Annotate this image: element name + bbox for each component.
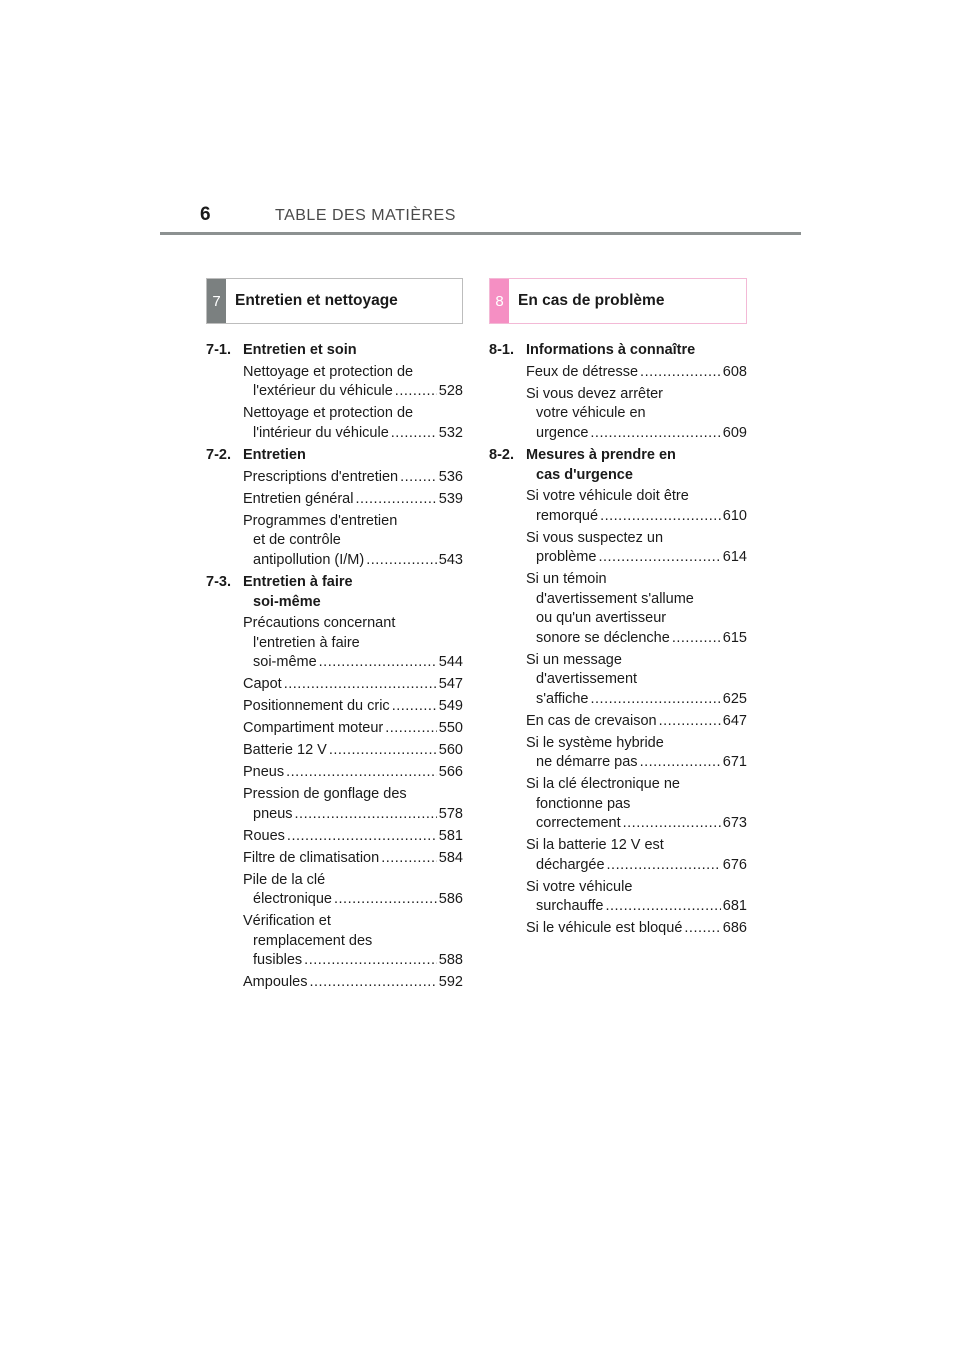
toc-entry[interactable]	[243, 871, 463, 910]
toc-entry[interactable]	[243, 697, 463, 717]
dot-leader	[392, 697, 437, 717]
dot-leader	[309, 973, 436, 993]
toc-entry[interactable]	[243, 675, 463, 695]
entry-line: Programmes d'entretien	[243, 512, 398, 529]
section-groups	[489, 341, 747, 939]
entry-page-number: 550	[438, 720, 463, 736]
group-title	[243, 573, 463, 612]
dot-leader	[590, 690, 720, 710]
dot-leader	[329, 741, 437, 761]
entry-label: Entretien général	[243, 490, 354, 507]
entry-label: Prescriptions d'entretien	[243, 468, 399, 485]
group-number: 7-2.	[206, 447, 231, 463]
dot-leader	[287, 827, 437, 847]
entry-label: soi-même	[253, 654, 317, 670]
entry-page-number: 528	[438, 383, 463, 399]
dot-leader	[284, 675, 437, 695]
entry-page-number: 586	[438, 891, 463, 907]
dot-leader	[295, 805, 437, 825]
group-title	[526, 446, 747, 485]
toc-entry[interactable]	[243, 490, 463, 510]
entry-last-line	[243, 675, 463, 695]
entry-label: Feux de détresse	[526, 363, 639, 380]
group-title-line: Mesures à prendre en	[526, 447, 676, 463]
entry-last-line	[243, 763, 463, 783]
dot-leader	[605, 897, 720, 917]
entry-page-number: 608	[722, 363, 747, 380]
entry-label: l'extérieur du véhicule	[253, 383, 393, 399]
section-tab: 7	[207, 279, 226, 323]
entry-label: correctement	[536, 815, 621, 831]
dot-leader	[304, 951, 437, 971]
header-rule	[160, 232, 801, 235]
entry-label: Pneus	[243, 764, 285, 780]
entry-last-line	[243, 951, 463, 971]
entry-last-line	[243, 741, 463, 761]
toc-entry[interactable]	[243, 785, 463, 824]
group-heading[interactable]	[206, 573, 463, 612]
entry-page-number: 539	[438, 490, 463, 507]
group-number: 8-2.	[489, 447, 514, 463]
entry-line: remplacement des	[253, 932, 373, 949]
entry-label: Positionnement du cric	[243, 698, 390, 714]
dot-leader	[381, 849, 437, 869]
entry-page-number: 588	[438, 952, 463, 968]
entry-line: Si votre véhicule	[526, 878, 633, 895]
entry-page-number: 560	[438, 742, 463, 758]
dot-leader	[640, 753, 721, 773]
entry-line: Nettoyage et protection de	[243, 363, 414, 380]
entry-last-line	[526, 424, 747, 444]
entry-label: fusibles	[253, 952, 303, 968]
group-title-line: Entretien et soin	[243, 342, 357, 358]
entry-line: Si vous suspectez un	[526, 529, 664, 546]
toc-entry[interactable]	[243, 614, 463, 673]
entry-label: Roues	[243, 827, 285, 844]
dot-leader	[684, 919, 720, 939]
entry-page-number: 592	[438, 974, 463, 990]
entry-last-line	[243, 424, 463, 444]
entry-page-number: 686	[722, 920, 747, 936]
dot-leader	[400, 468, 437, 488]
dot-leader	[640, 363, 721, 383]
toc-entry[interactable]	[526, 363, 747, 383]
group-title	[243, 446, 463, 466]
entry-last-line	[243, 468, 463, 488]
toc-entry[interactable]	[243, 719, 463, 739]
entry-page-number: 584	[438, 849, 463, 866]
entry-line: ou qu'un avertisseur	[536, 610, 667, 626]
entry-label: Ampoules	[243, 974, 308, 990]
dot-leader	[391, 424, 437, 444]
entry-last-line	[526, 690, 747, 710]
entry-last-line	[526, 897, 747, 917]
entry-page-number: 532	[438, 424, 463, 441]
toc-entry[interactable]	[243, 912, 463, 971]
entry-line: fonctionne pas	[536, 795, 631, 812]
dot-leader	[334, 890, 437, 910]
entry-label: remorqué	[536, 507, 599, 524]
toc-entry[interactable]	[243, 512, 463, 571]
entry-line: Pression de gonflage des	[243, 786, 407, 802]
toc-entry[interactable]	[243, 363, 463, 402]
toc-entry[interactable]	[243, 763, 463, 783]
entry-last-line	[526, 856, 747, 876]
entry-page-number: 578	[438, 805, 463, 822]
entry-page-number: 610	[722, 507, 747, 524]
entry-last-line	[243, 653, 463, 673]
entry-last-line	[526, 919, 747, 939]
entry-last-line	[243, 849, 463, 869]
toc-group	[206, 573, 463, 993]
entry-line: d'avertissement s'allume	[536, 590, 694, 607]
entry-line: votre véhicule en	[536, 405, 646, 421]
section-8-header[interactable]	[489, 278, 747, 324]
group-title-line: Entretien à faire	[243, 574, 353, 590]
entry-label: électronique	[253, 891, 332, 907]
section-title: En cas de problème	[518, 292, 665, 309]
group-entries	[243, 614, 463, 993]
entry-page-number: 614	[722, 549, 747, 565]
toc-entry[interactable]	[243, 827, 463, 847]
toc-entry[interactable]	[526, 775, 747, 834]
entry-last-line	[243, 382, 463, 402]
entry-page-number: 543	[438, 551, 463, 568]
toc-entry[interactable]	[243, 973, 463, 993]
group-title-line: Entretien	[243, 447, 306, 463]
entry-line: Si le système hybride	[526, 734, 664, 751]
group-entries	[243, 468, 463, 571]
entry-label: Filtre de climatisation	[243, 849, 380, 866]
group-entries	[526, 487, 747, 939]
dot-leader	[319, 653, 437, 673]
dot-leader	[600, 507, 721, 527]
entry-last-line	[243, 697, 463, 717]
entry-label: Si le véhicule est bloqué	[526, 920, 683, 936]
entry-line: Précautions concernant	[243, 615, 396, 631]
header-title: TABLE DES MATIÈRES	[275, 207, 456, 224]
entry-last-line	[243, 490, 463, 510]
entry-label: Capot	[243, 676, 282, 692]
entry-label: ne démarre pas	[536, 754, 638, 770]
dot-leader	[366, 551, 437, 571]
toc-entry[interactable]	[243, 404, 463, 443]
group-title-line: cas d'urgence	[536, 466, 633, 483]
dot-leader	[385, 719, 437, 739]
entry-line: Nettoyage et protection de	[243, 405, 414, 421]
entry-last-line	[243, 719, 463, 739]
entry-line: Si un message	[526, 651, 622, 668]
dot-leader	[395, 382, 437, 402]
section-groups	[206, 341, 463, 993]
group-title-line: Informations à connaître	[526, 342, 696, 358]
entry-page-number: 671	[722, 754, 747, 770]
toc-entry[interactable]	[526, 836, 747, 875]
section-title: Entretien et nettoyage	[235, 292, 398, 309]
toc-entry[interactable]	[243, 849, 463, 869]
entry-label: problème	[536, 549, 597, 565]
entry-line: Si la batterie 12 V est	[526, 837, 664, 853]
entry-label: s'affiche	[536, 690, 589, 707]
dot-leader	[590, 424, 720, 444]
entry-last-line	[243, 890, 463, 910]
entry-label: antipollution (I/M)	[253, 551, 365, 568]
entry-last-line	[526, 753, 747, 773]
page-number: 6	[200, 204, 211, 225]
toc-group	[206, 341, 463, 443]
entry-line: Si un témoin	[526, 571, 607, 587]
entry-line: Si votre véhicule doit être	[526, 488, 689, 504]
entry-page-number: 673	[722, 815, 747, 831]
entry-line: Vérification et	[243, 913, 331, 929]
entry-page-number: 647	[722, 712, 747, 729]
dot-leader	[659, 712, 721, 732]
toc-entry[interactable]	[526, 529, 747, 568]
entry-last-line	[243, 827, 463, 847]
entry-page-number: 549	[438, 698, 463, 714]
group-heading[interactable]	[206, 341, 463, 361]
dot-leader	[623, 814, 721, 834]
entry-page-number: 615	[722, 629, 747, 646]
toc-entry[interactable]	[526, 919, 747, 939]
group-heading[interactable]	[206, 446, 463, 466]
toc-group	[489, 446, 747, 939]
entry-line: Si vous devez arrêter	[526, 385, 664, 402]
group-number: 8-1.	[489, 342, 514, 358]
group-title-line: soi-même	[253, 593, 321, 610]
section-7-header[interactable]	[206, 278, 463, 324]
toc-entry[interactable]	[526, 734, 747, 773]
group-number: 7-1.	[206, 342, 231, 358]
entry-line: d'avertissement	[536, 671, 638, 687]
toc-entry[interactable]	[526, 570, 747, 648]
entry-label: Compartiment moteur	[243, 720, 384, 736]
toc-group	[206, 446, 463, 570]
entry-last-line	[526, 712, 747, 732]
entry-page-number: 566	[438, 764, 463, 780]
entry-page-number: 536	[438, 468, 463, 485]
entry-page-number: 676	[722, 856, 747, 873]
entry-label: surchauffe	[536, 898, 604, 914]
entry-line: et de contrôle	[253, 532, 341, 548]
entry-line: Pile de la clé	[243, 871, 326, 888]
entry-label: sonore se déclenche	[536, 629, 670, 646]
entry-last-line	[526, 629, 747, 649]
entry-last-line	[526, 363, 747, 383]
entry-page-number: 581	[438, 827, 463, 844]
group-title	[526, 341, 747, 361]
entry-label: pneus	[253, 805, 293, 822]
entry-last-line	[526, 814, 747, 834]
entry-page-number: 544	[438, 654, 463, 670]
dot-leader	[672, 629, 721, 649]
entry-label: Batterie 12 V	[243, 742, 327, 758]
group-title	[243, 341, 463, 361]
group-entries	[243, 363, 463, 444]
dot-leader	[286, 763, 437, 783]
toc-entry[interactable]	[526, 487, 747, 526]
entry-label: déchargée	[536, 856, 605, 873]
entry-label: En cas de crevaison	[526, 712, 657, 729]
toc-entry[interactable]	[526, 878, 747, 917]
entry-last-line	[243, 551, 463, 571]
group-heading[interactable]	[489, 341, 747, 361]
entry-page-number: 547	[438, 676, 463, 692]
section-tab: 8	[490, 279, 509, 323]
entry-page-number: 609	[722, 424, 747, 441]
dot-leader	[355, 490, 436, 510]
dot-leader	[598, 548, 720, 568]
toc-entry[interactable]	[526, 385, 747, 444]
group-number: 7-3.	[206, 574, 231, 590]
toc-group	[489, 341, 747, 443]
entry-last-line	[243, 805, 463, 825]
page-header	[160, 200, 801, 236]
entry-last-line	[526, 548, 747, 568]
entry-line: l'entretien à faire	[253, 634, 360, 651]
entry-page-number: 681	[722, 898, 747, 914]
entry-line: Si la clé électronique ne	[526, 776, 680, 792]
toc-entry[interactable]	[243, 468, 463, 488]
group-entries	[526, 363, 747, 444]
section-7-column	[206, 278, 463, 996]
section-8-column	[489, 278, 747, 942]
entry-last-line	[526, 507, 747, 527]
entry-last-line	[243, 973, 463, 993]
group-heading[interactable]	[489, 446, 747, 485]
toc-entry[interactable]	[526, 651, 747, 710]
entry-page-number: 625	[722, 690, 747, 707]
entry-label: urgence	[536, 424, 589, 441]
toc-entry[interactable]	[526, 712, 747, 732]
toc-entry[interactable]	[243, 741, 463, 761]
entry-label: l'intérieur du véhicule	[253, 424, 389, 441]
dot-leader	[607, 856, 721, 876]
